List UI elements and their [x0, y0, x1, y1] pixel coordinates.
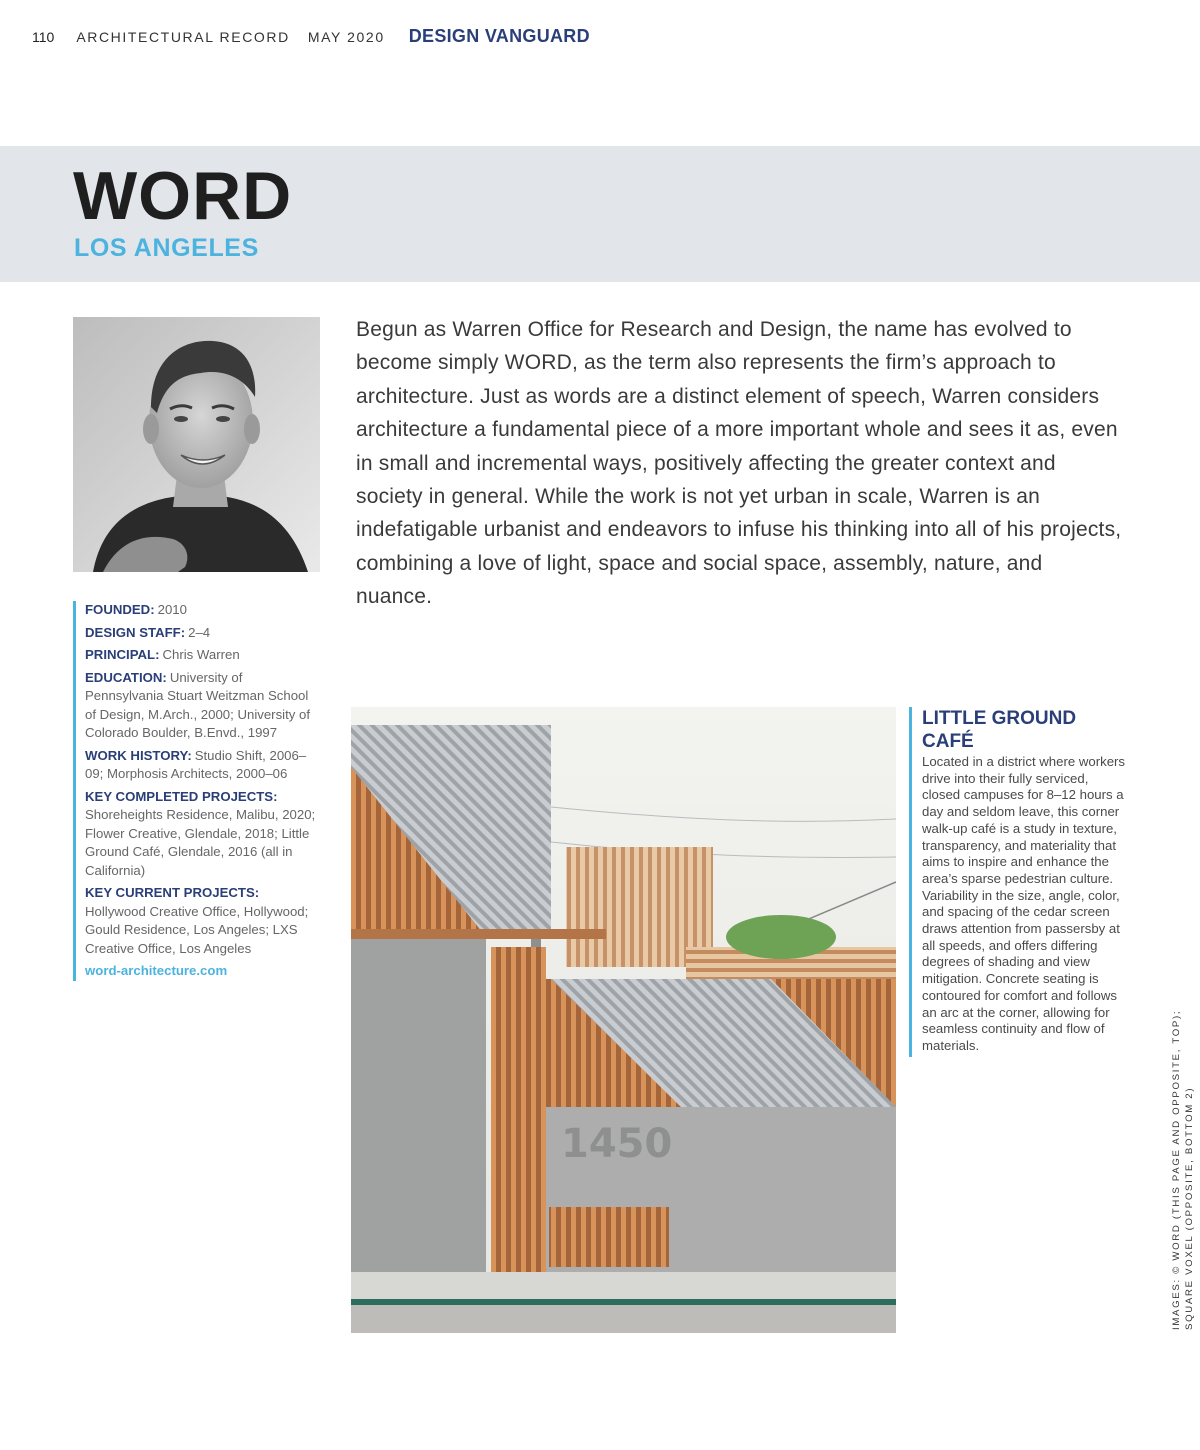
firm-city: LOS ANGELES: [74, 234, 259, 262]
fact-label: EDUCATION:: [85, 669, 167, 685]
website-link[interactable]: word-architecture.com: [85, 963, 228, 978]
issue-date: MAY 2020: [307, 29, 385, 45]
fact-founded: [85, 601, 321, 620]
fact-value: 2010: [157, 602, 187, 617]
image-credit-line: IMAGES: © WORD (THIS PAGE AND OPPOSITE, TOP);: [1171, 1009, 1182, 1330]
fact-label: FOUNDED:: [85, 602, 155, 617]
firm-facts: [73, 601, 321, 981]
firm-name: WORD: [73, 158, 293, 234]
fact-label: KEY COMPLETED PROJECTS:: [85, 788, 278, 804]
fact-value: Shoreheights Residence, Malibu, 2020; Flower Creative, Glendale, 2018; Little Ground Café, Glendale, 2016 (all in California): [85, 807, 316, 878]
caption-body: Located in a district where workers drive into their fully serviced, closed campuses for 8–12 hours a day and seldom leave, this corner walk-up café is a study in texture, transparency, and materiality that aims to inspire and enhance the area’s sparse pedestrian culture. Variability in the size, angle, color, and spacing of the cedar screen draws attention from passersby at all speeds, and offers differing degrees of shading and view mitigation. Concrete seating is contoured for comfort and follows an arc at the corner, allowing for seamless continuity and flow of materials.: [922, 754, 1126, 1053]
project-photo: [351, 707, 896, 1333]
fact-label: WORK HISTORY:: [85, 747, 192, 763]
fact-value: Hollywood Creative Office, Hollywood; Gould Residence, Los Angeles; LXS Creative Office, Los Angeles: [85, 903, 309, 956]
fact-key-current-projects: [85, 884, 321, 958]
fact-value: Chris Warren: [162, 647, 240, 662]
section-title: DESIGN VANGUARD: [408, 26, 590, 46]
fact-design-staff: [85, 624, 321, 643]
fact-value: University of Pennsylvania Stuart Weitzman School of Design, M.Arch., 2000; University of Colorado Boulder, B.Envd., 1997: [85, 669, 311, 740]
magazine-title: ARCHITECTURAL RECORD: [76, 29, 290, 45]
fact-label: KEY CURRENT PROJECTS:: [85, 885, 260, 900]
fact-value: 2–4: [188, 624, 211, 640]
image-credit-line: SQUARE VOXEL (OPPOSITE, BOTTOM 2): [1184, 1086, 1195, 1330]
fact-label: PRINCIPAL:: [85, 647, 160, 662]
principal-portrait: [73, 317, 320, 572]
building-number: 1450: [561, 1121, 673, 1167]
running-header: [32, 26, 590, 46]
photo-caption: [909, 707, 1128, 1057]
page-number: 110: [32, 29, 55, 45]
fact-key-completed-projects: [85, 788, 321, 881]
fact-education: [85, 669, 321, 743]
image-credit: [1170, 1010, 1196, 1330]
caption-title: LITTLE GROUND CAFÉ: [922, 708, 1077, 752]
fact-value: Studio Shift, 2006–09; Morphosis Architects, 2000–06: [85, 747, 307, 781]
fact-work-history: [85, 747, 321, 784]
intro-paragraph: Begun as Warren Office for Research and Design, the name has evolved to become simply WORD, as the term also represents the firm’s approach to architecture. Just as words are a distinct element of speech, Warren considers architecture a fundamental piece of a more important whole and sees it as, even in small and incremental ways, positively affecting the greater context and society in general. While the work is not yet urban in scale, Warren is an indefatigable urbanist and endeavors to infuse his thinking into all of his projects, combining a love of light, space and social space, assembly, nature, and nuance.: [356, 318, 1122, 609]
fact-label: DESIGN STAFF:: [85, 624, 186, 640]
fact-principal: [85, 646, 321, 665]
